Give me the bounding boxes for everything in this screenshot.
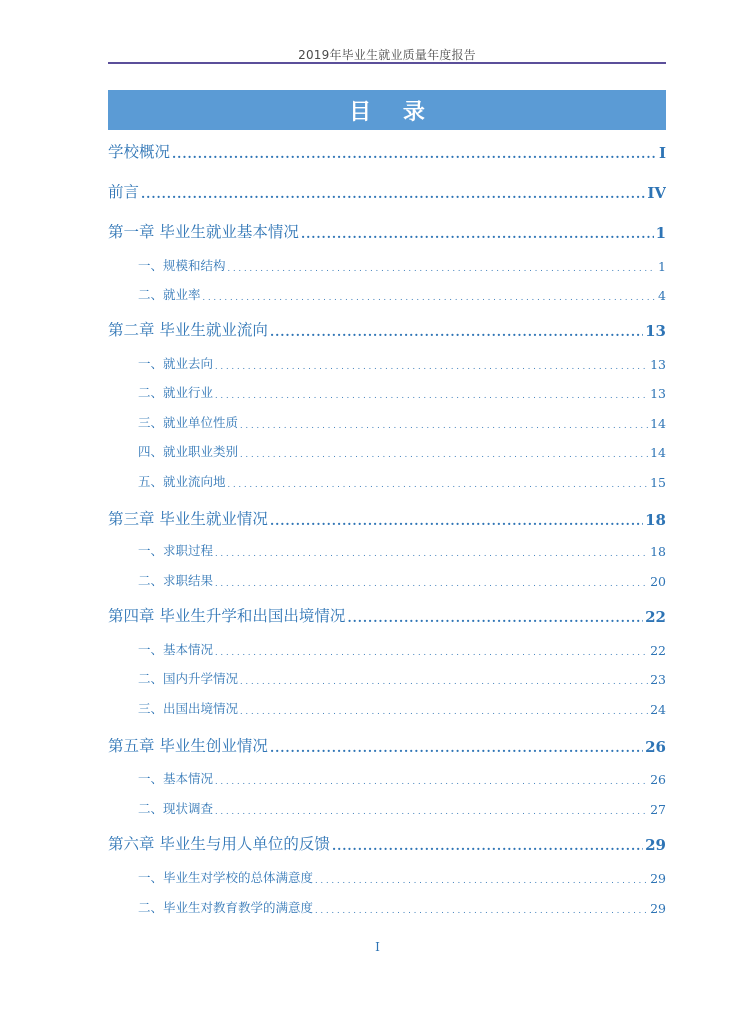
toc-entry-title: 二、就业行业 xyxy=(138,385,214,400)
toc-section-entry[interactable] xyxy=(138,898,666,916)
toc-entry-page: 29 xyxy=(650,871,666,886)
toc-dot-leader xyxy=(215,574,648,589)
toc-section-entry[interactable] xyxy=(138,442,666,460)
toc-dot-leader xyxy=(240,702,648,717)
toc-dot-leader xyxy=(301,224,654,242)
toc-entry-page: 14 xyxy=(650,445,666,460)
toc-entry-page: 1 xyxy=(655,224,666,242)
toc-dot-leader xyxy=(240,445,648,460)
toc-dot-leader xyxy=(315,901,648,916)
toc-dot-leader xyxy=(332,836,643,854)
toc-chapter-entry[interactable] xyxy=(108,220,666,242)
toc-dot-leader xyxy=(215,386,648,401)
toc-entry-title: 第五章 毕业生创业情况 xyxy=(108,737,268,755)
toc-section-entry[interactable] xyxy=(138,354,666,372)
toc-entry-page: 26 xyxy=(650,772,666,787)
toc-section-entry[interactable] xyxy=(138,769,666,787)
toc-section-entry[interactable] xyxy=(138,640,666,658)
toc-chapter-entry[interactable] xyxy=(108,604,666,626)
toc-section-entry[interactable] xyxy=(138,285,666,303)
toc-chapter-entry[interactable] xyxy=(108,507,666,529)
toc-entry-title: 二、毕业生对教育教学的满意度 xyxy=(138,900,314,915)
toc-section-entry[interactable] xyxy=(138,571,666,589)
toc-entry-page: 18 xyxy=(650,544,666,559)
toc-dot-leader xyxy=(215,544,648,559)
toc-entry-page: 13 xyxy=(645,322,666,340)
toc-entry-title: 一、就业去向 xyxy=(138,356,214,371)
toc-dot-leader xyxy=(215,802,648,817)
toc-section-entry[interactable] xyxy=(138,699,666,717)
toc-entry-title: 第四章 毕业生升学和出国出境情况 xyxy=(108,607,346,625)
toc-entry-title: 二、国内升学情况 xyxy=(138,671,239,686)
toc-section-entry[interactable] xyxy=(138,413,666,431)
toc-entry-page: 27 xyxy=(650,802,666,817)
toc-entry-title: 第二章 毕业生就业流向 xyxy=(108,321,268,339)
toc-entry-title: 第三章 毕业生就业情况 xyxy=(108,510,268,528)
toc-chapter-entry[interactable] xyxy=(108,140,666,162)
running-header: 2019年毕业生就业质量年度报告 xyxy=(298,48,476,62)
toc-dot-leader xyxy=(215,772,648,787)
toc-entry-title: 一、基本情况 xyxy=(138,771,214,786)
toc-chapter-entry[interactable] xyxy=(108,832,666,854)
toc-dot-leader xyxy=(215,643,648,658)
toc-heading: 目 录 xyxy=(108,90,666,130)
toc-entry-title: 学校概况 xyxy=(108,143,171,161)
toc-entry-page: IV xyxy=(647,184,666,202)
toc-dot-leader xyxy=(270,322,643,340)
toc-entry-page: 23 xyxy=(650,672,666,687)
toc-dot-leader xyxy=(240,672,648,687)
toc-section-entry[interactable] xyxy=(138,541,666,559)
toc-entry-title: 一、规模和结构 xyxy=(138,258,226,273)
page-number: I xyxy=(375,940,380,954)
toc-entry-title: 一、毕业生对学校的总体满意度 xyxy=(138,870,314,885)
toc-entry-title: 一、基本情况 xyxy=(138,642,214,657)
toc-entry-page: I xyxy=(658,144,666,162)
toc-entry-title: 五、就业流向地 xyxy=(138,474,226,489)
toc-chapter-entry[interactable] xyxy=(108,180,666,202)
toc-entry-page: 29 xyxy=(650,901,666,916)
toc-section-entry[interactable] xyxy=(138,383,666,401)
toc-entry-page: 15 xyxy=(650,475,666,490)
toc-chapter-entry[interactable] xyxy=(108,318,666,340)
toc-entry-page: 22 xyxy=(650,643,666,658)
toc-chapter-entry[interactable] xyxy=(108,734,666,756)
toc-section-entry[interactable] xyxy=(138,472,666,490)
toc-section-entry[interactable] xyxy=(138,868,666,886)
toc-section-entry[interactable] xyxy=(138,799,666,817)
toc-section-entry[interactable] xyxy=(138,669,666,687)
toc-entry-title: 一、求职过程 xyxy=(138,543,214,558)
toc-entry-page: 13 xyxy=(650,357,666,372)
toc-entry-title: 二、就业率 xyxy=(138,287,201,302)
toc-entry-title: 第一章 毕业生就业基本情况 xyxy=(108,223,299,241)
toc-entry-page: 24 xyxy=(650,702,666,717)
toc-entry-title: 三、出国出境情况 xyxy=(138,701,239,716)
toc-entry-title: 第六章 毕业生与用人单位的反馈 xyxy=(108,835,330,853)
toc-dot-leader xyxy=(270,738,643,756)
toc-entry-page: 1 xyxy=(658,259,666,274)
toc-dot-leader xyxy=(240,416,648,431)
toc-dot-leader xyxy=(270,511,643,529)
toc-dot-leader xyxy=(347,608,643,626)
toc-entry-page: 26 xyxy=(645,738,666,756)
toc-entry-title: 二、求职结果 xyxy=(138,573,214,588)
toc-dot-leader xyxy=(203,288,657,303)
toc-entry-page: 14 xyxy=(650,416,666,431)
toc-dot-leader xyxy=(141,184,645,202)
toc-entry-page: 13 xyxy=(650,386,666,401)
toc-entry-page: 4 xyxy=(658,288,666,303)
toc-entry-title: 二、现状调查 xyxy=(138,801,214,816)
toc-dot-leader xyxy=(228,259,657,274)
toc-section-entry[interactable] xyxy=(138,256,666,274)
toc-entry-title: 四、就业职业类别 xyxy=(138,444,239,459)
toc-dot-leader xyxy=(228,475,649,490)
toc-entry-title: 前言 xyxy=(108,183,140,201)
toc-entry-page: 29 xyxy=(645,836,666,854)
toc-entry-title: 三、就业单位性质 xyxy=(138,415,239,430)
toc-entry-page: 20 xyxy=(650,574,666,589)
toc-entry-page: 18 xyxy=(645,511,666,529)
toc-dot-leader xyxy=(315,871,648,886)
toc-entry-page: 22 xyxy=(645,608,666,626)
toc-dot-leader xyxy=(215,357,648,372)
toc-dot-leader xyxy=(172,144,657,162)
